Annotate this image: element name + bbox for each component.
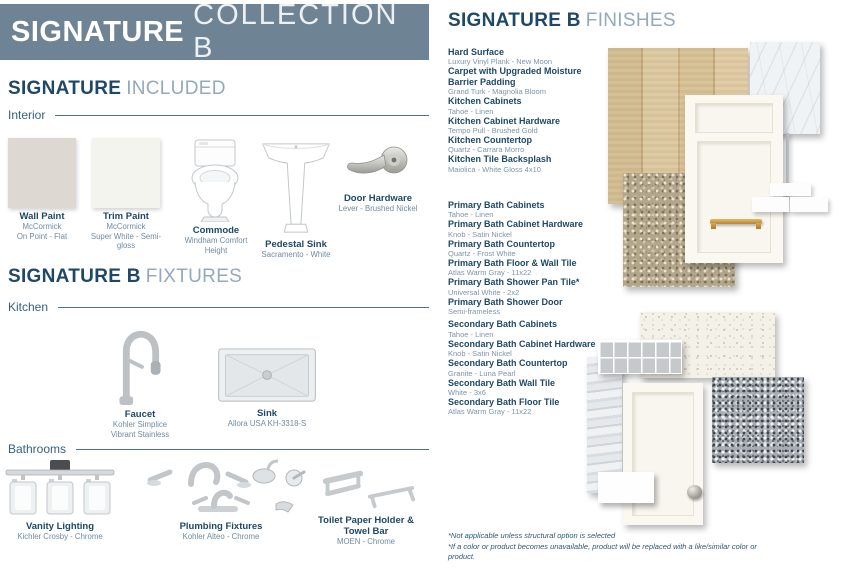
item-spec: Sacramento - White bbox=[261, 250, 331, 259]
finish-item bbox=[448, 378, 600, 397]
item-trim-paint bbox=[86, 138, 166, 251]
finish-item bbox=[448, 66, 600, 96]
item-name: Pedestal Sink bbox=[265, 239, 327, 250]
finish-item bbox=[448, 135, 600, 154]
footnotes bbox=[448, 531, 778, 563]
finish-item bbox=[448, 239, 600, 258]
finish-title: Secondary Bath Countertop bbox=[448, 358, 568, 369]
item-spec: MOEN - Chrome bbox=[336, 537, 396, 546]
finish-title: Primary Bath Shower Pan Tile* bbox=[448, 277, 580, 288]
item-wall-paint bbox=[4, 138, 80, 241]
fixtures-heading bbox=[8, 266, 242, 288]
item-vanity-lighting bbox=[4, 460, 116, 542]
finish-title: Kitchen Tile Backsplash bbox=[448, 154, 552, 165]
finishes-heading-light: FINISHES bbox=[585, 10, 676, 31]
kitchen-sink-image bbox=[215, 347, 319, 405]
divider-line bbox=[76, 449, 429, 450]
finish-spec: Knob - Satin Nickel bbox=[448, 229, 512, 239]
finish-title: Hard Surface bbox=[448, 47, 505, 57]
item-spec: McCormick bbox=[22, 222, 62, 231]
trim-paint-swatch bbox=[92, 138, 160, 208]
finishes-list bbox=[448, 47, 600, 416]
subway-tile bbox=[790, 197, 828, 212]
finish-item bbox=[448, 200, 600, 219]
kitchen-faucet-image bbox=[104, 318, 176, 406]
cabinet-drawer-panel bbox=[695, 103, 773, 133]
interior-label: Interior bbox=[8, 108, 46, 122]
item-spec: Kohler Alteo - Chrome bbox=[182, 532, 260, 541]
finish-spec: Tahoe - Linen bbox=[448, 106, 494, 116]
item-name: Plumbing Fixtures bbox=[179, 521, 263, 532]
finish-spec: Universal White - 2x2 bbox=[448, 287, 520, 297]
finish-title: Secondary Bath Wall Tile bbox=[448, 377, 556, 388]
finish-spec: White - 3x6 bbox=[448, 387, 486, 397]
finish-item bbox=[448, 96, 600, 115]
finish-item bbox=[448, 339, 600, 358]
finish-title: Primary Bath Floor & Wall Tile bbox=[448, 258, 577, 269]
finish-item bbox=[448, 358, 600, 377]
item-spec: Kichler Crosby - Chrome bbox=[17, 532, 103, 541]
finish-title: Secondary Bath Floor Tile bbox=[448, 396, 560, 407]
included-heading-strong: SIGNATURE bbox=[8, 78, 122, 99]
finish-title: Primary Bath Shower Door bbox=[448, 296, 563, 307]
finish-spec: Quartz - Carrara Morro bbox=[448, 145, 525, 155]
item-name: Door Hardware bbox=[343, 193, 413, 204]
finish-spec: Tempo Pull - Brushed Gold bbox=[448, 126, 538, 136]
item-name: Commode bbox=[192, 225, 240, 236]
finish-title: Primary Bath Cabinet Hardware bbox=[448, 219, 584, 230]
white-wall-tile-swatch bbox=[598, 472, 654, 503]
wall-paint-swatch bbox=[8, 138, 76, 208]
satin-nickel-knob bbox=[687, 485, 702, 499]
granite-luna-pearl-swatch bbox=[712, 377, 804, 463]
toilet-paper-holder-image bbox=[314, 462, 418, 512]
finish-spec: Atlas Warm Gray - 11x22 bbox=[448, 268, 532, 278]
item-plumbing-fixtures bbox=[136, 456, 306, 542]
finish-title: Primary Bath Cabinets bbox=[448, 199, 545, 210]
finish-spec: Maiolica - White Gloss 4x10 bbox=[448, 164, 541, 174]
finish-title: Kitchen Countertop bbox=[448, 135, 532, 146]
bath-cabinet-door-swatch bbox=[623, 383, 703, 525]
item-name: Sink bbox=[256, 408, 278, 419]
commode-image bbox=[178, 138, 254, 222]
item-name: Vanity Lighting bbox=[25, 521, 95, 532]
finish-spec: Quartz - Frost White bbox=[448, 249, 516, 259]
finish-item bbox=[448, 277, 600, 296]
finish-spec: Atlas Warm Gray - 11x22 bbox=[448, 407, 532, 417]
item-spec: Lever - Brushed Nickel bbox=[338, 204, 418, 213]
finish-item bbox=[448, 219, 600, 238]
finish-item bbox=[448, 397, 600, 416]
fixtures-heading-strong: SIGNATURE B bbox=[8, 266, 141, 287]
title-banner bbox=[0, 0, 429, 64]
finish-item bbox=[448, 297, 600, 316]
finish-spec: Tahoe - Linen bbox=[448, 329, 494, 339]
shower-pan-mosaic-swatch bbox=[598, 340, 682, 374]
item-spec: Vibrant Stainless bbox=[110, 429, 170, 439]
finish-spec: Knob - Satin Nickel bbox=[448, 349, 512, 359]
included-heading bbox=[8, 78, 226, 100]
finish-title: Kitchen Cabinets bbox=[448, 96, 522, 107]
item-commode bbox=[178, 138, 254, 255]
interior-divider bbox=[8, 108, 429, 122]
bathrooms-label: Bathrooms bbox=[8, 442, 67, 456]
finish-spec: Grand Turk - Magnolia Bloom bbox=[448, 87, 546, 97]
item-spec: Kohler Simplice bbox=[112, 420, 168, 429]
banner-title-strong: SIGNATURE bbox=[11, 15, 185, 48]
pedestal-sink-image bbox=[256, 140, 336, 236]
item-spec: On Point - Flat bbox=[16, 231, 68, 241]
item-spec: Allora USA KH-3318-S bbox=[227, 419, 307, 428]
subway-tile bbox=[752, 197, 789, 212]
finish-item bbox=[448, 47, 600, 66]
finish-title: Secondary Bath Cabinets bbox=[448, 319, 558, 330]
vanity-light-image bbox=[4, 460, 116, 518]
finishes-heading bbox=[448, 10, 676, 32]
finish-item bbox=[448, 154, 600, 173]
item-name: Toilet Paper Holder & Towel Bar bbox=[318, 515, 414, 537]
kitchen-cabinet-door-swatch bbox=[685, 95, 783, 263]
door-lever-image bbox=[336, 144, 420, 190]
finishes-heading-strong: SIGNATURE B bbox=[448, 10, 581, 31]
item-spec: McCormick bbox=[106, 222, 146, 231]
finish-title: Primary Bath Countertop bbox=[448, 238, 556, 249]
kitchen-label: Kitchen bbox=[8, 300, 49, 314]
item-name: Wall Paint bbox=[19, 211, 65, 222]
fixtures-heading-light: FIXTURES bbox=[145, 266, 243, 287]
finish-spec: Luxury Vinyl Plank - New Moon bbox=[448, 57, 553, 67]
item-kitchen-faucet bbox=[100, 318, 180, 439]
item-name: Faucet bbox=[124, 409, 156, 420]
divider-line bbox=[55, 115, 429, 116]
finish-title: Kitchen Cabinet Hardware bbox=[448, 115, 561, 126]
item-kitchen-sink bbox=[212, 347, 322, 429]
bathrooms-divider bbox=[8, 442, 429, 456]
finish-spec: Tahoe - Linen bbox=[448, 210, 494, 220]
finish-title: Carpet with Upgraded Moisture Barrier Padding bbox=[448, 66, 582, 87]
item-toilet-paper-holder bbox=[314, 462, 418, 547]
group-gap bbox=[448, 174, 600, 200]
footnote-availability: *If a color or product becomes unavailable, product will be replaced with a like/similar color or product. bbox=[448, 541, 757, 561]
item-spec: Windham Comfort Height bbox=[184, 236, 248, 255]
finish-item bbox=[448, 116, 600, 135]
finish-spec: Granite - Luna Pearl bbox=[448, 368, 516, 378]
finish-item bbox=[448, 319, 600, 338]
included-heading-light: INCLUDED bbox=[126, 78, 226, 99]
item-door-hardware bbox=[336, 144, 420, 214]
plumbing-fixtures-image bbox=[136, 456, 306, 518]
gold-pull-handle bbox=[710, 219, 762, 224]
item-pedestal-sink bbox=[256, 140, 336, 260]
finish-item bbox=[448, 258, 600, 277]
item-name: Trim Paint bbox=[103, 211, 149, 222]
subway-tile bbox=[770, 183, 811, 196]
finish-spec: Semi-frameless bbox=[448, 307, 501, 317]
finish-title: Secondary Bath Cabinet Hardware bbox=[448, 338, 596, 349]
footnote-structural: *Not applicable unless structural option is selected bbox=[448, 531, 616, 540]
banner-title-light: COLLECTION B bbox=[193, 0, 399, 64]
divider-line bbox=[58, 307, 429, 308]
kitchen-divider bbox=[8, 300, 429, 314]
item-spec: Super White - Semi-gloss bbox=[90, 231, 162, 250]
